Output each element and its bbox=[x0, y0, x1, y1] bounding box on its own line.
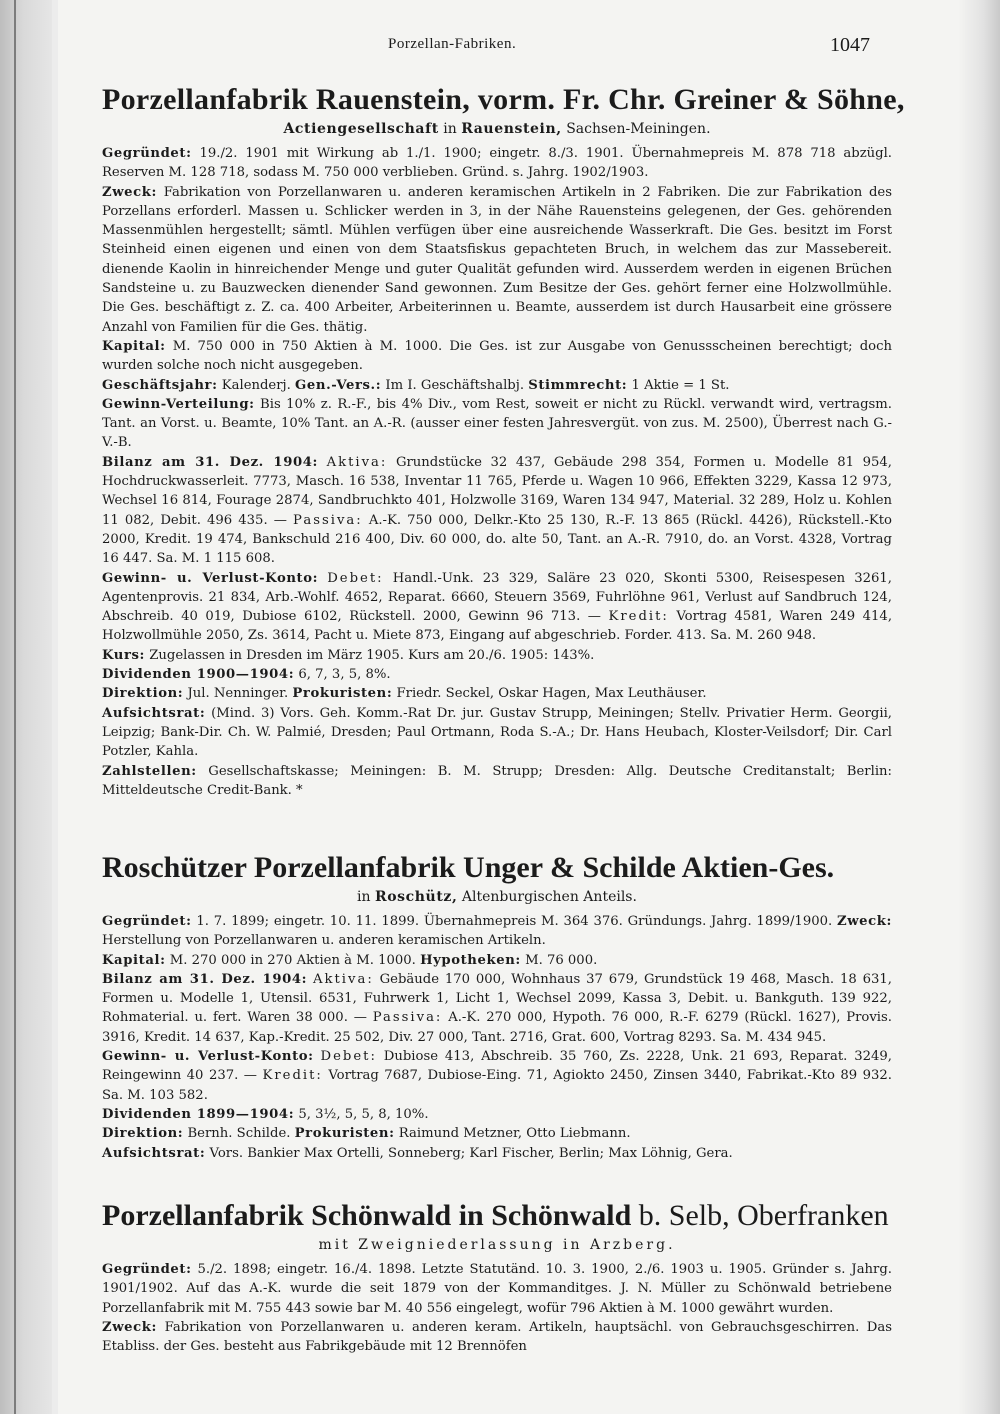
section-gegruendet: Gegründet: 19./2. 1901 mit Wirkung ab 1./1. 1900; eingetr. 8./3. 1901. Übernahmepreis M. 878 718 abzügl. Reserven M. 128 718, sodass M. 750 000 verblieben. Gründ. s. Jahrg. 1902/1903. bbox=[102, 146, 892, 181]
running-header bbox=[58, 34, 958, 58]
section-aufsichtsrat: Aufsichtsrat: Vors. Bankier Max Ortelli, Sonneberg; Karl Fischer, Berlin; Max Löhnig, Gera. bbox=[102, 1145, 733, 1161]
subtitle-location: Roschütz, bbox=[375, 889, 458, 905]
section-bilanz: Bilanz am 31. Dez. 1904: Aktiva: Grundstücke 32 437, Gebäude 298 354, Formen u. Modelle 81 954, Hochdruckwasserleit. 7773, Masch. 16 538, Inventar 11 765, Pferde u. Wagen 10 966, Effekten 3229, Kassa 12 973, Wechsel 16 814, Fourage 2874, Sandbruchkto 401, Holzwolle 3169, Waren 134 947, Material. 32 289, Holz u. Kohlen 11 082, Debit. 496 435. — Passiva: A.-K. 750 000, Delkr.-Kto 25 130, R.-F. 13 865 (Rückl. 4426), Rückstell.-Kto 2000, Kredit. 19 474, Bankschuld 216 400, Div. 60 000, do. alte 50, Tant. an A.-R. 7910, do. an Vorst. 4328, Vortrag 16 447. Sa. M. 1 115 608. bbox=[102, 454, 892, 567]
document-page bbox=[58, 0, 958, 1414]
section-kurs: Kurs: Zugelassen in Dresden im März 1905. Kurs am 20./6. 1905: 143%. bbox=[102, 647, 595, 663]
entry-subtitle: mit Zweigniederlassung in Arzberg. bbox=[318, 1237, 676, 1253]
section-kapital: Kapital: M. 270 000 in 270 Aktien à M. 1000. Hypotheken: M. 76 000. bbox=[102, 952, 598, 968]
section-direktion: Direktion: Bernh. Schilde. Prokuristen: Raimund Metzner, Otto Liebmann. bbox=[102, 1126, 631, 1142]
entry-schoenwald bbox=[102, 1198, 892, 1356]
entry-subtitle: Actiengesellschaft in Rauenstein, Sachsen-Meiningen. bbox=[283, 121, 711, 137]
section-gewinn-verteilung: Gewinn-Verteilung: Bis 10% z. R.-F., bis 4% Div., vom Rest, soweit er nicht zu Rückl. verwandt wird, vertragsm. Tant. an Vorst. u. Beamte, 10% Tant. an A.-R. (ausser einer festen Jahresvergüt. von zus. M. 2500), Überrest nach G.-V.-B. bbox=[102, 396, 892, 451]
subtitle-region: Sachsen-Meiningen. bbox=[566, 121, 711, 137]
entry-rauenstein bbox=[102, 82, 905, 800]
section-kapital: Kapital: M. 750 000 in 750 Aktien à M. 1000. Die Ges. ist zur Ausgabe von Genussscheinen berechtigt; doch wurden solche noch nicht ausgegeben. bbox=[102, 338, 892, 374]
entry-roschuetz bbox=[102, 850, 892, 1163]
section-gegruendet: Gegründet: 1. 7. 1899; eingetr. 10. 11. 1899. Übernahmepreis M. 364 376. Gründungs. Jahrg. 1899/1900. Zweck: Herstellung von Porzellanwaren u. anderen keramischen Artikeln. bbox=[102, 914, 892, 949]
section-direktion: Direktion: Jul. Nenninger. Prokuristen: Friedr. Seckel, Oskar Hagen, Max Leuthäuser. bbox=[102, 686, 707, 702]
section-geschaeftsjahr: Geschäftsjahr: Kalenderj. Gen.-Vers.: Im I. Geschäftshalbj. Stimmrecht: 1 Aktie = 1 St. bbox=[102, 377, 730, 393]
entry-body bbox=[102, 912, 892, 1163]
running-title: Porzellan-Fabriken. bbox=[388, 36, 517, 52]
section-dividenden: Dividenden 1900—1904: 6, 7, 3, 5, 8%. bbox=[102, 667, 391, 683]
section-zweck: Zweck: Fabrikation von Porzellanwaren u. anderen keramischen Artikeln in 2 Fabriken. Die zur Fabrikation des Porzellans erforderl. Massen u. Schlicker werden in 3, in der Nähe Rauensteins gelegenen, der Ges. gehörenden Massenmühlen hergestellt; sämtl. Mühlen verfügen über eine ausreichende Wasserkraft. Die Ges. besitzt im Forst Steinheid einen eigenen und einen von dem Staatsfiskus gepachteten Bruch, in welchem das zur Massebereit. dienende Kaolin in hinreichender Menge und guter Qualität gefunden wird. Ausserdem werden in eigenen Brüchen Sandsteine u. zu Bauzwecken dienender Sand gewonnen. Zum Besitze der Ges. gehört ferner eine Holzwollmühle. Die Ges. beschäftigt z. Z. ca. 400 Arbeiter, Arbeiterinnen u. Beamte, ausserdem ist durch Hausarbeit eine grössere Anzahl von Familien für die Ges. thätig. bbox=[102, 184, 892, 335]
section-zahlstellen: Zahlstellen: Gesellschaftskasse; Meiningen: B. M. Strupp; Dresden: Allg. Deutsche Creditanstalt; Berlin: Mitteldeutsche Credit-Bank. * bbox=[102, 763, 892, 798]
entry-title: Roschützer Porzellanfabrik Unger & Schilde Aktien-Ges. bbox=[102, 851, 835, 884]
section-dividenden: Dividenden 1899—1904: 5, 3½, 5, 5, 8, 10%. bbox=[102, 1106, 429, 1122]
entry-title: Porzellanfabrik Schönwald in Schönwald b. Selb, Oberfranken bbox=[102, 1199, 889, 1232]
page-edge-shadow bbox=[958, 0, 1000, 1414]
subtitle-company-form: Actiengesellschaft bbox=[283, 121, 439, 137]
subtitle-region: Altenburgischen Anteils. bbox=[461, 889, 637, 905]
entry-body bbox=[102, 1260, 892, 1356]
section-zweck: Zweck: Fabrikation von Porzellanwaren u. anderen keram. Artikeln, hauptsächl. von Gebrauchsgeschirren. Das Etabliss. der Ges. besteht aus Fabrikgebäude mit 12 Brennöfen bbox=[102, 1319, 892, 1355]
section-gegruendet: Gegründet: 5./2. 1898; eingetr. 16./4. 1898. Letzte Statutänd. 10. 3. 1900, 2./6. 1903 u. 1905. Gründer s. Jahrg. 1901/1902. Auf das A.-K. wurde die seit 1879 von der Kommanditges. J. N. Müller zu Schönwald betriebene Porzellanfabrik mit M. 755 443 sowie bar M. 40 556 eingelegt, wofür 796 Aktien à M. 1000 gewährt wurden. bbox=[102, 1262, 892, 1316]
book-binding bbox=[0, 0, 52, 1414]
entry-body bbox=[102, 144, 892, 800]
section-bilanz: Bilanz am 31. Dez. 1904: Aktiva: Gebäude 170 000, Wohnhaus 37 679, Grundstück 19 468, Masch. 18 631, Formen u. Modelle 1, Utensil. 6531, Fuhrwerk 1, Licht 1, Wechsel 2099, Kassa 3, Debit. u. Bankguth. 139 922, Rohmaterial. u. fert. Waren 38 000. — Passiva: A.-K. 270 000, Hypoth. 76 000, R.-F. 6279 (Rückl. 1627), Provis. 3916, Kredit. 14 637, Kap.-Kredit. 25 502, Div. 27 000, Tant. 2716, Grat. 600, Vortrag 8293. Sa. M. 434 945. bbox=[102, 971, 892, 1045]
section-gewinn-verlust: Gewinn- u. Verlust-Konto: Debet: Handl.-Unk. 23 329, Saläre 23 020, Skonti 5300, Reisespesen 3261, Agentenprovis. 21 834, Arb.-Wohlf. 4652, Reparat. 6660, Steuern 3569, Fuhrlöhne 961, Verlust auf Sandbruch 124, Abschreib. 40 019, Dubiose 6102, Rückstell. 2000, Gewinn 96 713. — Kredit: Vortrag 4581, Waren 249 414, Holzwollmühle 2050, Zs. 3614, Pacht u. Miete 873, Eingang auf abgeschrieb. Forder. 413. Sa. M. 260 948. bbox=[102, 570, 893, 644]
page-number: 1047 bbox=[830, 34, 870, 56]
entry-title: Porzellanfabrik Rauenstein, vorm. Fr. Chr. Greiner & Söhne, bbox=[102, 83, 905, 116]
section-aufsichtsrat: Aufsichtsrat: (Mind. 3) Vors. Geh. Komm.-Rat Dr. jur. Gustav Strupp, Meiningen; Stellv. Privatier Herm. Georgii, Leipzig; Bank-Dir. Ch. W. Palmié, Dresden; Paul Ortmann, Roda S.-A.; Dr. Hans Heubach, Kloster-Veilsdorf; Dir. Carl Potzler, Kahla. bbox=[102, 705, 893, 760]
entry-subtitle: in Roschütz, Altenburgischen Anteils. bbox=[357, 889, 637, 905]
subtitle-location: Rauenstein, bbox=[461, 121, 562, 137]
section-gewinn-verlust: Gewinn- u. Verlust-Konto: Debet: Dubiose 413, Abschreib. 35 760, Zs. 2228, Unk. 21 693, Reparat. 3249, Reingewinn 40 237. — Kredit: Vortrag 7687, Dubiose-Eing. 71, Agiokto 2450, Zinsen 3440, Fabrikat.-Kto 89 932. Sa. M. 103 582. bbox=[102, 1049, 893, 1103]
